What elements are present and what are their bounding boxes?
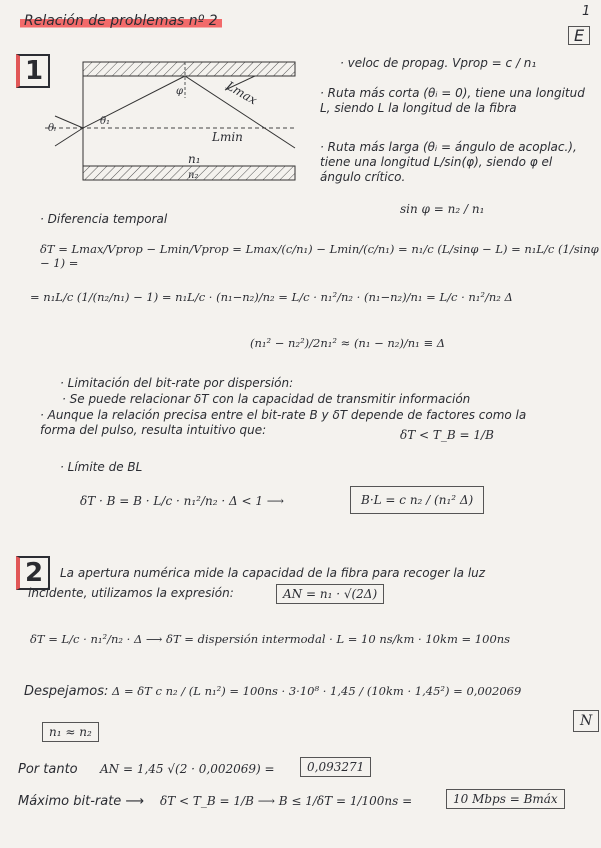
limitacion-a: · Se puede relacionar δT con la capacidad de transmitir información	[62, 392, 471, 406]
n1n2-box: n₁ ≈ n₂	[42, 722, 99, 742]
phi-label: φ	[176, 86, 184, 97]
despejamos-label: Despejamos:	[24, 684, 109, 699]
maximo-label: Máximo bit-rate ⟶	[18, 794, 145, 809]
corner-mark: 1	[582, 4, 591, 19]
eq2: = n₁L/c (1/(n₂/n₁) − 1) = n₁L/c · (n₁−n₂)/n₂ = L/c · n₁²/n₂ · (n₁−n₂)/n₁ = L/c · n₁²/n₂ Δ	[30, 290, 513, 304]
limitacion-b-eq: δT < T_B = 1/B	[400, 428, 494, 442]
n2-label: n₂	[188, 170, 199, 181]
problem-2-number: 2	[16, 556, 50, 590]
delta-eq: Δ = δT c n₂ / (L n₁²) = 100ns · 3·10⁸ · 1,45 / (10km · 1,45²) = 0,002069	[112, 684, 522, 698]
theta-label: θᵢ	[48, 123, 57, 134]
an-box: AN = n₁ · √(2Δ)	[276, 584, 384, 604]
dif-temporal-heading: · Diferencia temporal	[40, 212, 168, 226]
lmax-label: Lmax	[223, 78, 260, 108]
n1-label: n₁	[188, 152, 201, 166]
page-title: Relación de problemas nº 2	[20, 14, 222, 29]
limitacion-b: · Aunque la relación precisa entre el bit-rate B y δT depende de factores como la forma del pulso, resulta intuitivo que:	[40, 408, 527, 437]
an-eq: AN = 1,45 √(2 · 0,002069) =	[100, 762, 275, 776]
lmin-label: Lmin	[212, 130, 243, 144]
an-result-box: 0,093271	[300, 757, 371, 777]
max-result-box: 10 Mbps = Bmáx	[446, 789, 565, 809]
p2-intro-a: La apertura numérica mide la capacidad de la fibra para recoger la luz	[60, 566, 486, 580]
max-eq: δT < T_B = 1/B ⟶ B ≤ 1/δT = 1/100ns =	[160, 794, 413, 808]
fiber-diagram	[45, 58, 300, 184]
side-mark: N	[573, 710, 599, 732]
ruta-corta-note: · Ruta más corta (θᵢ = 0), tiene una longitud L, siendo L la longitud de la fibra	[320, 86, 585, 115]
por-tanto-label: Por tanto	[18, 762, 78, 777]
eq3: (n₁² − n₂²)/2n₁² ≈ (n₁ − n₂)/n₁ ≡ Δ	[250, 336, 446, 350]
ruta-larga-note: · Ruta más larga (θᵢ = ángulo de acoplac.), tiene una longitud L/sin(φ), siendo φ el ángulo crítico.	[320, 140, 577, 184]
theta-t-label: θ₁	[100, 116, 111, 127]
bl-eq: δT · B = B · L/c · n₁²/n₂ · Δ < 1 ⟶	[80, 494, 284, 508]
eq1: δT = Lmax/Vprop − Lmin/Vprop = Lmax/(c/n₁) − Lmin/(c/n₁) = n₁/c (L/sinφ − L) = n₁L/c (1/sinφ − 1) =	[40, 242, 599, 270]
p2-intro-b: incidente, utilizamos la expresión:	[28, 586, 234, 600]
limitacion-heading: · Limitación del bit-rate por dispersión:	[60, 376, 294, 390]
dt-eq: δT = L/c · n₁²/n₂ · Δ ⟶ δT = dispersión intermodal · L = 10 ns/km · 10km = 100ns	[30, 632, 511, 646]
bl-result-box: B·L = c n₂ / (n₁² Δ)	[350, 486, 484, 514]
sin-phi-eq: sin φ = n₂ / n₁	[400, 202, 485, 216]
limite-bl-heading: · Límite de BL	[60, 460, 143, 474]
problem-1-number: 1	[16, 54, 50, 88]
corner-letter: E	[568, 26, 590, 45]
vel-note: · veloc de propag. Vprop = c / n₁	[340, 56, 537, 70]
